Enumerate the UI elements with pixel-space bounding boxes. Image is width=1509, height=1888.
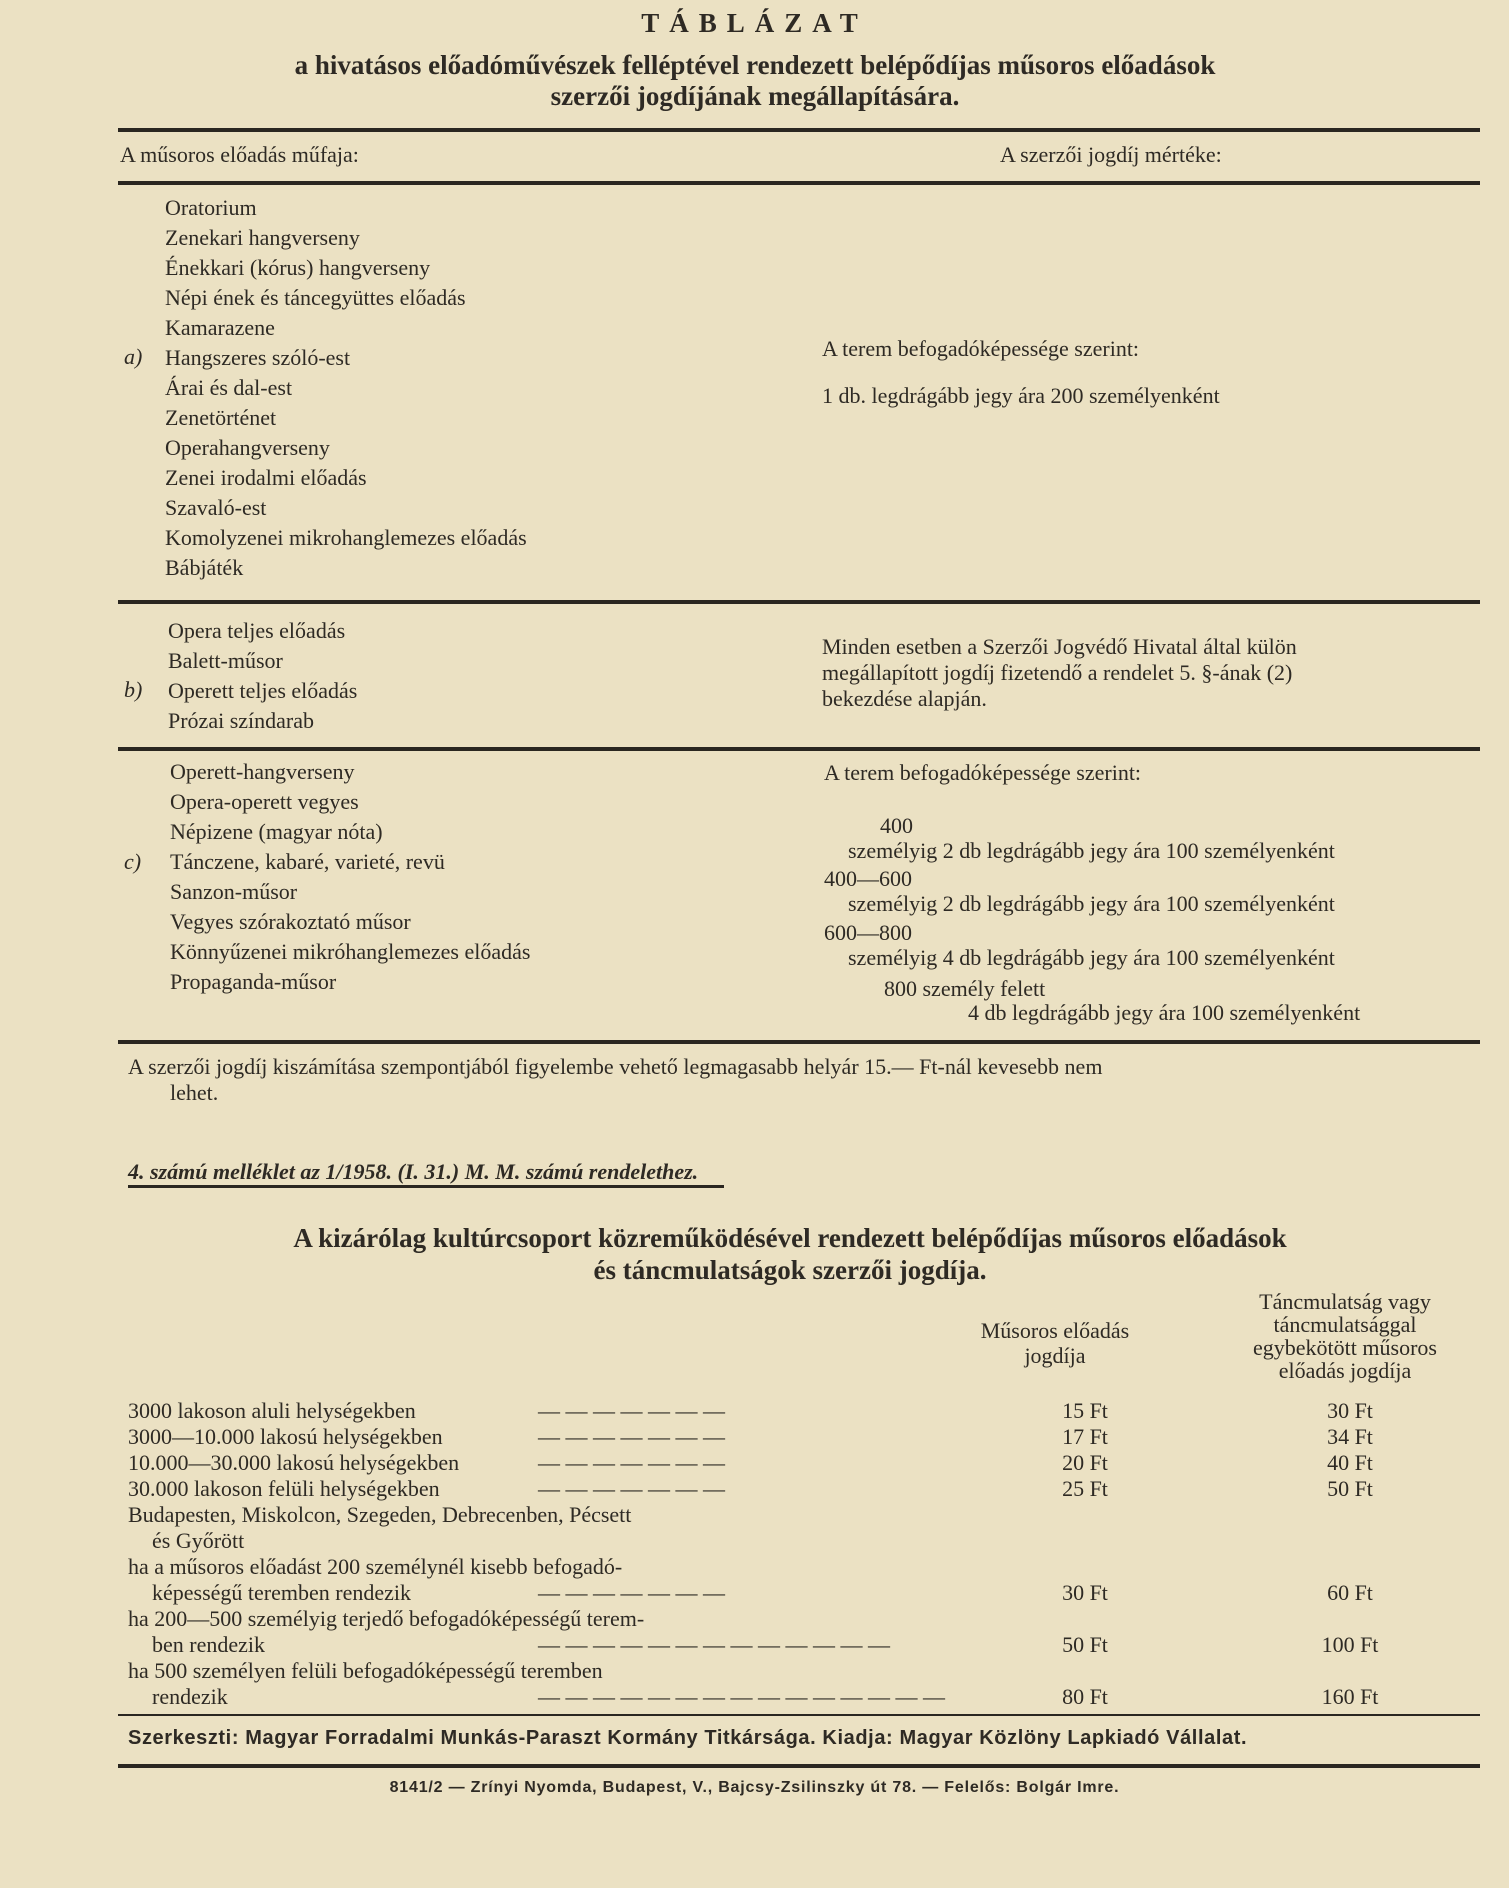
table-row — [128, 1580, 1475, 1606]
table-row — [128, 1632, 1475, 1658]
row-dance-fee: 30 Ft — [1327, 1398, 1373, 1423]
row-dance-fee: 50 Ft — [1327, 1476, 1373, 1501]
row-performance-fee: 25 Ft — [1062, 1476, 1108, 1501]
section-c-label: c) — [124, 849, 142, 874]
table-footnote-line-2: lehet. — [170, 1080, 219, 1105]
row-label: és Győrött — [152, 1528, 245, 1553]
rule-top — [118, 128, 1480, 132]
row-performance-fee — [945, 1554, 1225, 1580]
row-dance-fee — [1225, 1528, 1475, 1554]
fee-table — [128, 1398, 1475, 1710]
row-dance-fee: 60 Ft — [1327, 1580, 1373, 1605]
column-header-dance-fee-line-1: Táncmulatság vagy — [1259, 1289, 1431, 1314]
row-performance-fee: 80 Ft — [1062, 1684, 1108, 1709]
row-label: ha 500 személyen felüli befogadóképességű teremben — [128, 1658, 603, 1683]
list-item: Népi ének és táncegyüttes előadás — [165, 285, 466, 310]
list-item: Operett teljes előadás — [168, 678, 358, 703]
row-label: ha 200—500 személyig terjedő befogadóképességű terem- — [128, 1606, 645, 1631]
tier-range-4: 800 személy felett — [884, 976, 1046, 1001]
list-item: Balett-műsor — [168, 648, 283, 673]
tier-text-1: személyig 2 db legdrágább jegy ára 100 személyenként — [848, 838, 1335, 863]
row-dance-fee — [1225, 1606, 1475, 1632]
footer-printer-line: 8141/2 — Zrínyi Nyomda, Budapest, V., Bajcsy-Zsilinszky út 78. — Felelős: Bolgár Imre. — [389, 1779, 1120, 1796]
table-footnote — [128, 1054, 1468, 1106]
row-dashes: — — — — — — — — — — — — — — [538, 1632, 890, 1657]
table-row — [128, 1502, 1475, 1528]
row-performance-fee: 17 Ft — [1062, 1424, 1108, 1449]
section-b-label: b) — [124, 677, 143, 702]
rule-section-b — [118, 747, 1480, 751]
table-row — [128, 1658, 1475, 1684]
annex-heading: 4. számú melléklet az 1/1958. (I. 31.) M. M. számú rendelethez. — [128, 1159, 724, 1188]
section-a-fee-line-2: 1 db. legdrágább jegy ára 200 személyenként — [822, 383, 1220, 408]
table-row — [128, 1398, 1475, 1424]
list-item: Operett-hangverseny — [170, 759, 355, 784]
row-performance-fee — [945, 1606, 1225, 1632]
list-item: Hangszeres szóló-est — [165, 345, 351, 370]
rule-header — [118, 181, 1480, 185]
table-footnote-line-1: A szerzői jogdíj kiszámítása szempontjából figyelembe vehető legmagasabb helyár 15.— Ft-nál kevesebb nem — [128, 1054, 1103, 1079]
list-item: Tánczene, kabaré, varieté, revü — [170, 849, 445, 874]
row-dashes: — — — — — — — — [538, 1424, 725, 1449]
row-performance-fee: 15 Ft — [1062, 1398, 1108, 1423]
section-c-fee-intro: A terem befogadóképessége szerint: — [824, 760, 1142, 785]
column-header-dance-fee-line-3: egybekötött műsoros — [1253, 1335, 1437, 1360]
list-item: Könnyűzenei mikróhanglemezes előadás — [170, 939, 531, 964]
rule-footer-top — [118, 1714, 1480, 1716]
row-label: Budapesten, Miskolcon, Szegeden, Debrecenben, Pécsett — [128, 1502, 632, 1527]
row-label: képességű teremben rendezik — [152, 1580, 411, 1605]
column-header-performance-fee-line-1: Műsoros előadás — [980, 1318, 1130, 1343]
row-performance-fee — [945, 1502, 1225, 1528]
table-row — [128, 1554, 1475, 1580]
section-b-fee-line-3: bekezdése alapján. — [822, 686, 987, 711]
section-b-fee — [822, 634, 1297, 712]
tier-range-2: 400—600 — [824, 866, 912, 891]
row-label: 10.000—30.000 lakosú helységekben — [128, 1450, 460, 1475]
list-item: Zenekari hangverseny — [165, 225, 360, 250]
list-item: Zenetörténet — [165, 405, 277, 430]
row-performance-fee: 20 Ft — [1062, 1450, 1108, 1475]
row-dance-fee: 34 Ft — [1327, 1424, 1373, 1449]
row-label: ben rendezik — [152, 1632, 265, 1657]
rule-footer-bottom — [118, 1764, 1480, 1768]
row-dashes: — — — — — — — — [538, 1398, 725, 1423]
annex-title-line-2: és táncmulatságok szerzői jogdíja. — [593, 1255, 987, 1285]
row-label: ha a műsoros előadást 200 személynél kisebb befogadó- — [128, 1554, 623, 1579]
tier-text-2: személyig 2 db legdrágább jegy ára 100 személyenként — [848, 891, 1335, 916]
section-b-fee-line-1: Minden esetben a Szerzői Jogvédő Hivatal által külön — [822, 634, 1297, 659]
column-header-fee: A szerzői jogdíj mértéke: — [1000, 142, 1222, 167]
list-item: Propaganda-műsor — [170, 969, 337, 994]
row-performance-fee — [945, 1528, 1225, 1554]
list-item: Operahangverseny — [165, 435, 330, 460]
table-row — [128, 1450, 1475, 1476]
table-row — [128, 1684, 1475, 1710]
column-header-genre: A műsoros előadás műfaja: — [120, 142, 359, 167]
section-a-list — [165, 193, 527, 583]
list-item: Kamarazene — [165, 315, 275, 340]
table-subtitle-line-1: a hivatásos előadóművészek felléptével rendezett belépődíjas műsoros előadások — [294, 50, 1216, 80]
row-dashes: — — — — — — — — — — — — — — — — [538, 1684, 945, 1709]
section-c-list — [170, 757, 530, 997]
rule-section-c — [118, 1040, 1480, 1044]
row-dance-fee — [1225, 1658, 1475, 1684]
row-dashes: — — — — — — — — [538, 1580, 725, 1605]
row-dance-fee — [1225, 1554, 1475, 1580]
table-subtitle — [180, 50, 1330, 112]
row-label: 3000 lakoson aluli helységekben — [128, 1398, 416, 1423]
tier-range-3: 600—800 — [824, 920, 912, 945]
section-b-list — [168, 616, 357, 736]
list-item: Komolyzenei mikrohanglemezes előadás — [165, 525, 527, 550]
row-performance-fee — [945, 1658, 1225, 1684]
table-subtitle-line-2: szerzői jogdíjának megállapítására. — [550, 81, 960, 111]
section-a-fee-line-1: A terem befogadóképessége szerint: — [822, 336, 1140, 361]
column-header-performance-fee-line-2: jogdíja — [1024, 1343, 1086, 1368]
row-dance-fee — [1225, 1502, 1475, 1528]
section-b-fee-line-2: megállapított jogdíj fizetendő a rendelet 5. §-ának (2) — [822, 660, 1293, 685]
list-item: Bábjáték — [165, 555, 244, 580]
table-row — [128, 1606, 1475, 1632]
table-row — [128, 1528, 1475, 1554]
list-item: Népizene (magyar nóta) — [170, 819, 383, 844]
tier-range-1: 400 — [880, 813, 913, 838]
column-header-dance-fee — [1210, 1290, 1480, 1382]
list-item: Árai és dal-est — [165, 375, 293, 400]
row-label: 30.000 lakoson felüli helységekben — [128, 1476, 440, 1501]
list-item: Sanzon-műsor — [170, 879, 298, 904]
column-header-dance-fee-line-2: táncmulatsággal — [1273, 1312, 1417, 1337]
row-performance-fee: 50 Ft — [1062, 1632, 1108, 1657]
list-item: Énekkari (kórus) hangverseny — [165, 255, 431, 280]
list-item: Opera teljes előadás — [168, 618, 346, 643]
column-header-performance-fee — [920, 1318, 1190, 1368]
row-label: rendezik — [152, 1684, 228, 1709]
table-row — [128, 1424, 1475, 1450]
row-dance-fee: 40 Ft — [1327, 1450, 1373, 1475]
footer-editor-line: Szerkeszti: Magyar Forradalmi Munkás-Paraszt Kormány Titkársága. Kiadja: Magyar Közlöny Lapkiadó Vállalat. — [128, 1727, 1248, 1749]
list-item: Zenei irodalmi előadás — [165, 465, 367, 490]
list-item: Opera-operett vegyes — [170, 789, 359, 814]
table-row — [128, 1476, 1475, 1502]
column-header-dance-fee-line-4: előadás jogdíja — [1278, 1358, 1412, 1383]
table-title: TÁBLÁZAT — [641, 8, 868, 38]
row-performance-fee: 30 Ft — [1062, 1580, 1108, 1605]
annex-title — [160, 1222, 1420, 1286]
list-item: Vegyes szórakoztató műsor — [170, 909, 411, 934]
section-a-label: a) — [124, 344, 143, 369]
row-dance-fee: 160 Ft — [1321, 1684, 1379, 1709]
list-item: Szavaló-est — [165, 495, 267, 520]
list-item: Oratorium — [165, 195, 257, 220]
row-dashes: — — — — — — — — [538, 1450, 725, 1475]
row-dance-fee: 100 Ft — [1321, 1632, 1379, 1657]
tier-text-3: személyig 4 db legdrágább jegy ára 100 személyenként — [848, 945, 1335, 970]
tier-text-4: 4 db legdrágább jegy ára 100 személyenként — [968, 1000, 1361, 1025]
row-label: 3000—10.000 lakosú helységekben — [128, 1424, 443, 1449]
rule-section-a — [118, 600, 1480, 604]
list-item: Prózai színdarab — [168, 708, 314, 733]
row-dashes: — — — — — — — — [538, 1476, 725, 1501]
annex-title-line-1: A kizárólag kultúrcsoport közreműködésével rendezett belépődíjas műsoros előadások — [293, 1223, 1287, 1253]
